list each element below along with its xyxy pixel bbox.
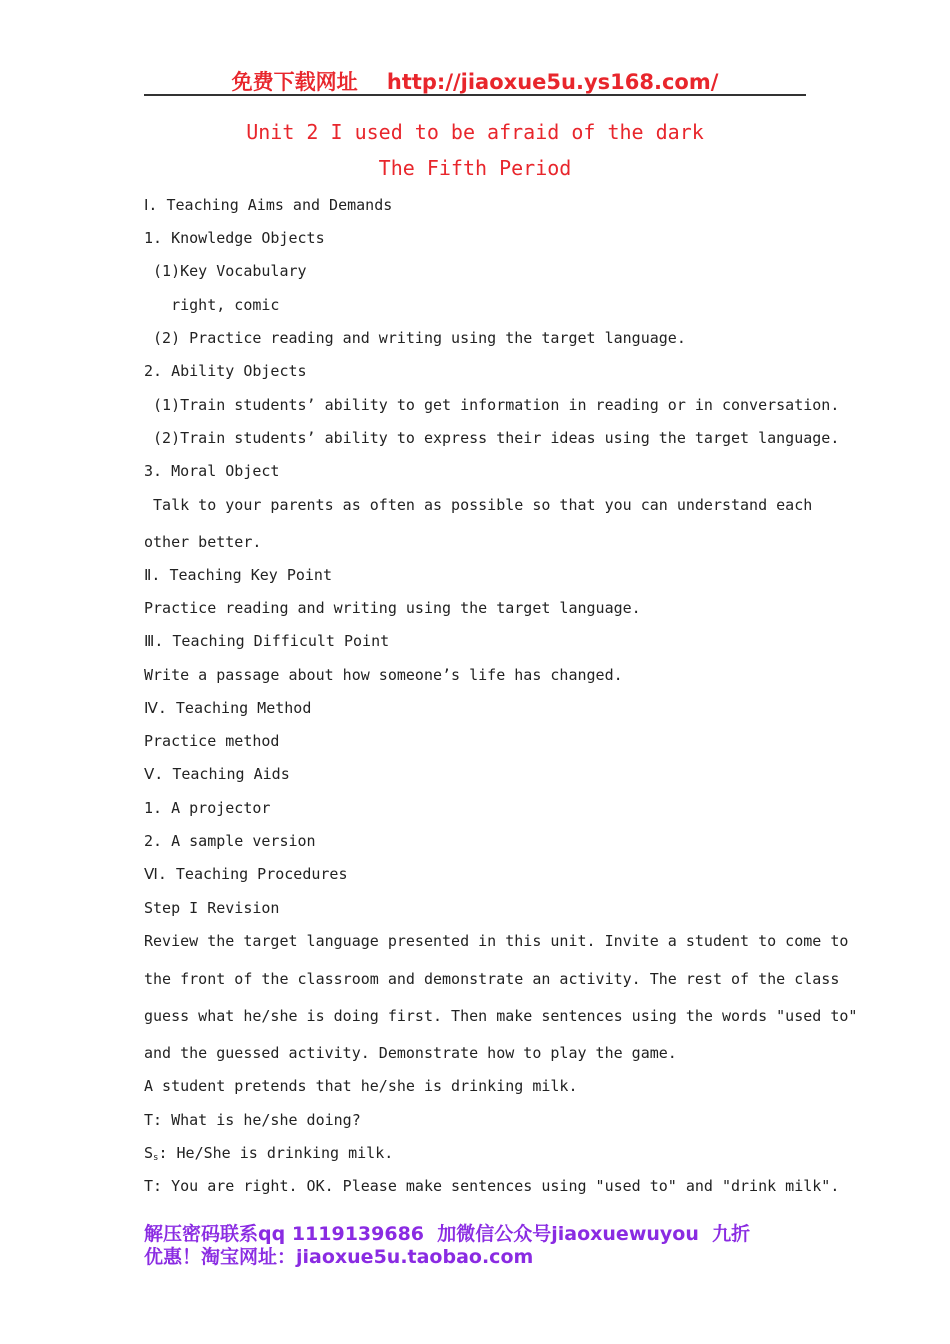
paragraph-line: other better.: [144, 533, 262, 551]
section-heading: Ⅵ. Teaching Procedures: [144, 865, 348, 883]
speaker-label: S: [144, 1144, 154, 1162]
paragraph-line: Practice reading and writing using the target language.: [144, 599, 641, 617]
speaker-subscript: s: [153, 1153, 159, 1163]
paragraph-line: and the guessed activity. Demonstrate how to play the game.: [144, 1044, 677, 1062]
subsection-heading: 2. Ability Objects: [144, 362, 307, 380]
step-heading: Step I Revision: [144, 899, 280, 917]
section-heading: Ⅱ. Teaching Key Point: [144, 566, 332, 584]
list-item: (1)Train students’ ability to get information in reading or in conversation.: [144, 396, 840, 414]
page-header: 免费下载网址 http://jiaoxue5u.ys168.com/: [231, 70, 719, 94]
list-item: (2)Train students’ ability to express their ideas using the target language.: [144, 429, 840, 447]
list-item: 1. A projector: [144, 799, 271, 817]
section-heading: Ⅰ. Teaching Aims and Demands: [144, 196, 393, 214]
list-item: (1)Key Vocabulary: [144, 262, 307, 280]
section-heading: Ⅴ. Teaching Aids: [144, 765, 290, 783]
list-item: (2) Practice reading and writing using the target language.: [144, 329, 686, 347]
paragraph-line: Practice method: [144, 732, 280, 750]
paragraph-line: Talk to your parents as often as possible so that you can understand each: [144, 496, 813, 514]
dialogue-line: [144, 1143, 393, 1168]
period-title: The Fifth Period: [378, 156, 572, 180]
vocabulary-words: right, comic: [144, 296, 280, 314]
unit-title: Unit 2 I used to be afraid of the dark: [246, 120, 704, 144]
footer-shop-line: 优惠！淘宝网址：jiaoxue5u.taobao.com: [144, 1246, 534, 1268]
paragraph-line: Review the target language presented in this unit. Invite a student to come to: [144, 932, 849, 950]
subsection-heading: 1. Knowledge Objects: [144, 229, 325, 247]
footer-contact-line: 解压密码联系qq 1119139686 加微信公众号jiaoxuewuyou 九折: [144, 1223, 751, 1245]
paragraph-line: the front of the classroom and demonstrate an activity. The rest of the class: [144, 970, 840, 988]
section-heading: Ⅳ. Teaching Method: [144, 699, 312, 717]
paragraph-line: Write a passage about how someone’s life has changed.: [144, 666, 623, 684]
subsection-heading: 3. Moral Object: [144, 462, 280, 480]
paragraph-line: guess what he/she is doing first. Then make sentences using the words "used to": [144, 1007, 858, 1025]
dialogue-line: T: You are right. OK. Please make sentences using "used to" and "drink milk".: [144, 1177, 840, 1195]
section-heading: Ⅲ. Teaching Difficult Point: [144, 632, 390, 650]
list-item: 2. A sample version: [144, 832, 316, 850]
dialogue-text: : He/She is drinking milk.: [158, 1144, 394, 1162]
header-rule: [144, 94, 806, 96]
dialogue-line: T: What is he/she doing?: [144, 1111, 361, 1129]
paragraph-line: A student pretends that he/she is drinking milk.: [144, 1077, 578, 1095]
